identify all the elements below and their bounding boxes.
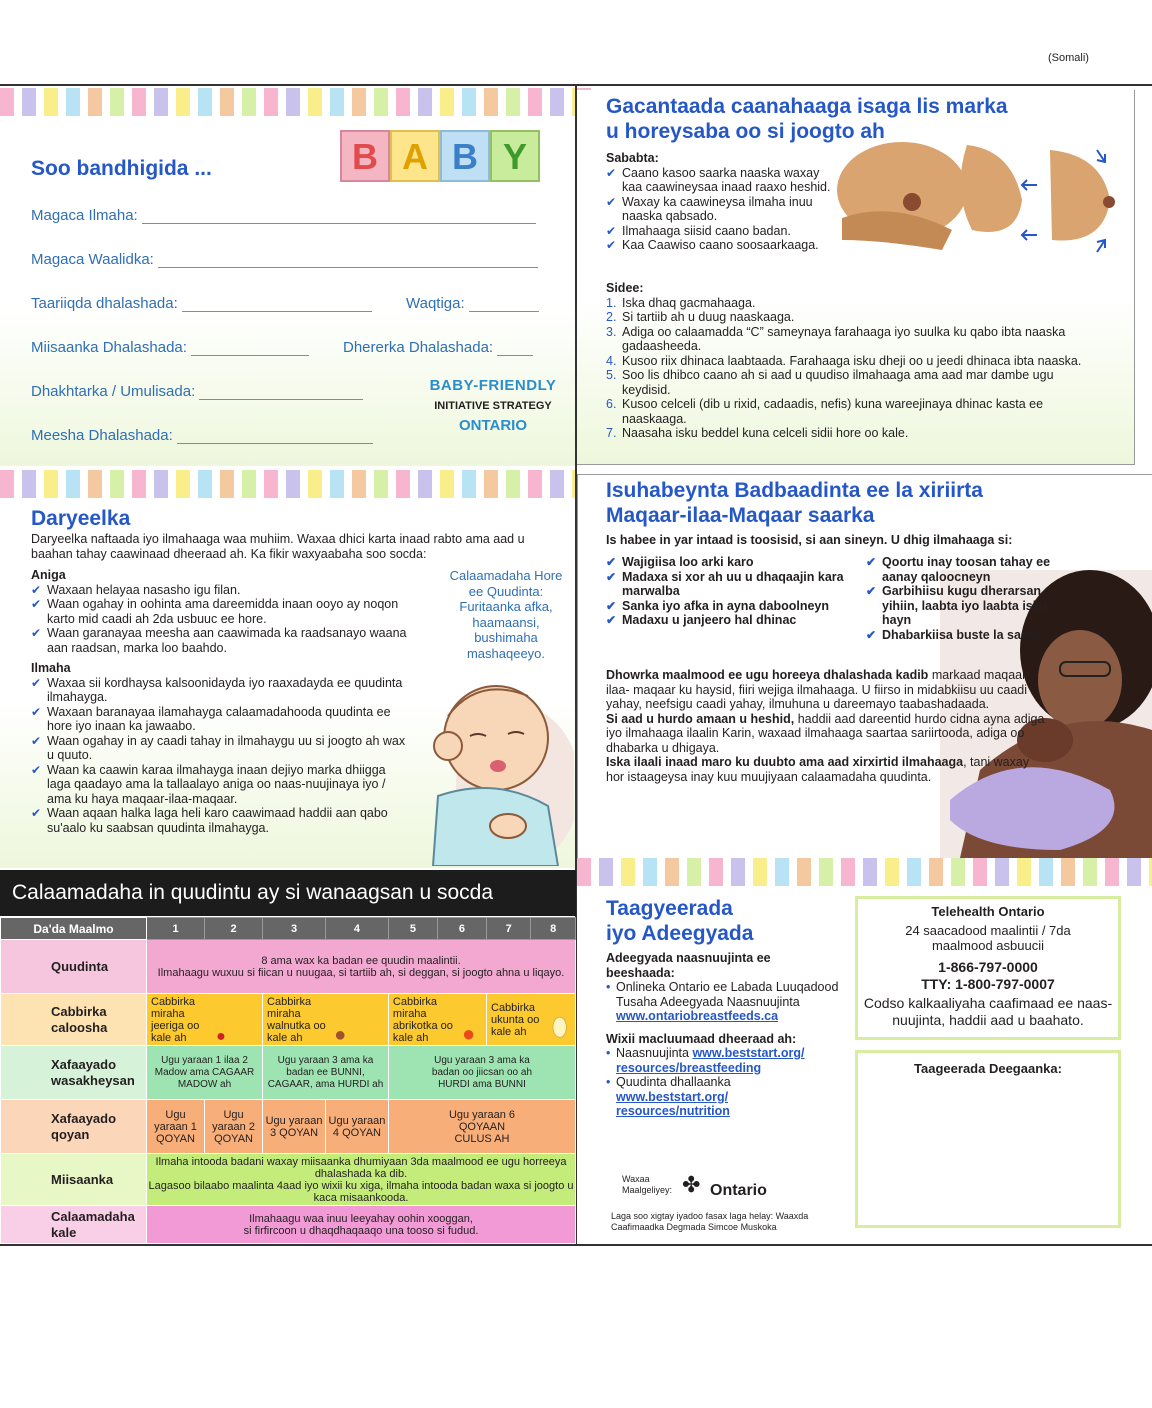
day-2: 2 — [205, 918, 263, 940]
skin-para-3: Iska ilaali inaad maro ku duubto ama aad xirxirtid ilmahaaga, tani waxay hor istaageysa inay kuu muujiyaan calaamadaha quudinta. — [606, 755, 1030, 784]
breast-hand-drawing — [832, 140, 1132, 262]
mid-right-stripe — [577, 858, 1152, 886]
list-item: 4. Kusoo riix dhinaca laabtaada. Farahaaga isku dheji oo u jeedi dhinaca ibta naaska. — [606, 353, 1082, 368]
feeding-schedule-table — [0, 917, 576, 1244]
soiled-days-3-4: Ugu yaraan 3 ama ka badan ee BUNNI, CAGAAR, ama HURDI ah — [263, 1046, 389, 1100]
soiled-label: Xafaayado wasakheysan — [1, 1046, 147, 1100]
time-field[interactable]: Waqtiga: — [406, 295, 539, 312]
list-item: ✔ Waxaan baranayaa ilamahayga calaamadahooda quudinta ee hore iyo inaan ka jawaabo. — [31, 705, 411, 734]
steps-block: Sidee: 1. Iska dhaq gacmahaaga. 2. Si tartiib ah u duug naaskaaga. 3. Adiga oo calaamadda “C” sameynaya farahaaga iyo suulka ku qabo ibta naaska gadaasheeda. 4. Kusoo riix dhinaca laabtaada. Farahaaga isku dheji oo u jeedi dhinaca ibta naaska. 5. Soo lis dhibco caano ah si aad u quudiso ilmahaaga ama aad mar dambe ugu keydisid. 6. Kusoo celceli (dib u rixid, cadaadis, nefis) kuna wareejinaya dhinac kasta ee naaskaaga. 7. Naasaha isku beddel kuna celceli sidii hore oo kale. — [606, 281, 1086, 441]
wet-days-5-8: Ugu yaraan 6 QOYAAN CULUS AH — [388, 1100, 575, 1154]
day-5: 5 — [388, 918, 437, 940]
day-8: 8 — [531, 918, 576, 940]
days-label: Da'da Maalmo — [1, 918, 147, 940]
list-item: ✔ Ilmahaaga siisid caano badan. — [606, 224, 836, 239]
day-6: 6 — [437, 918, 486, 940]
list-item: ✔ Kaa Caawiso caano soosaarkaaga. — [606, 238, 836, 253]
table-row — [1, 1154, 576, 1206]
trillium-icon: ✤ — [682, 1172, 701, 1197]
day-3: 3 — [263, 918, 326, 940]
list-item: • Onlineka Ontario ee Labada Luuqadood Tusaha Adeegyada Naasnuujinta www.ontariobreastfeeds.ca — [606, 980, 839, 1023]
block-b: B — [340, 130, 390, 182]
mid-left-stripe — [0, 470, 575, 498]
list-item: ✔ Madaxa si xor ah uu u dhaqaajin kara marwalba — [606, 570, 856, 599]
list-item: 2. Si tartiib ah u duug naaskaaga. — [606, 310, 795, 324]
bfi-logo: BABY-FRIENDLY INITIATIVE STRATEGY ONTARIO — [429, 377, 557, 434]
feeding-label: Quudinta — [1, 940, 147, 994]
baby-illustration — [408, 676, 574, 866]
bottom-rule — [0, 1244, 1152, 1246]
language-tag: (Somali) — [1048, 52, 1089, 64]
list-item: ✔ Waan ogahay in oohinta ama dareemidda inaan ooyo ay noqon karto mid caadi ah 2da usbuuc ee hore. — [31, 597, 411, 626]
block-b2: B — [440, 130, 490, 182]
walnut-icon: ● — [334, 1023, 347, 1046]
ontario-logo: Ontario — [710, 1182, 767, 1199]
list-item: ✔ Waan ka caawin karaa ilmahayga inaan dejiyo marka dhiigga laga qaadayo ama la tallaalayo aniga oo naas-nuujinaya iyo / ama ku haya maqaar-ilaa-maqaar. — [31, 763, 411, 807]
list-item: ✔ Waxaa sii kordhaysa kalsoonidayda iyo raaxadayda ee quudinta ilmahayga. — [31, 676, 411, 705]
list-item: ✔ Waxaan helayaa nasasho igu filan. — [31, 583, 411, 598]
feeding-cues-note: Calaamadaha Hore ee Quudinta: Furitaanka afka, haamaansi, bushimaha mashaqeeyo. — [449, 568, 563, 661]
stomach-label: Cabbirka caloosha — [1, 994, 147, 1046]
skin-right-list — [866, 555, 1056, 642]
list-item: • Quudinta dhallaanka www.beststart.org/ resources/nutrition — [606, 1075, 731, 1118]
latch-title: Gacantaada caanahaaga isaga lis marka u horeysaba oo si joogto ah — [606, 95, 1008, 143]
feeding-cell: 8 ama wax ka badan ee quudin maalintii. Ilmahaagu wuxuu si fiican u nuugaa, si tartiib ah, si deggan, si joogto ahna u liqayo. — [147, 940, 576, 994]
table-row — [1, 918, 576, 940]
list-item: ✔ Sanka iyo afka in ayna daboolneyn — [606, 599, 856, 614]
ontario-breastfeeds-link[interactable]: www.ontariobreastfeeds.ca — [616, 1009, 779, 1023]
skin-para-2: Si aad u hurdo amaan u heshid, haddii aad dareentid hurdo cidna ayna adiga iyo ilmahaaga ilaalin Karin, waxaad ilmahaaga saartaa sariirtooda, adiga oo dhabarka u dhigaya. — [606, 711, 1045, 755]
birth-length-field[interactable]: Dhererka Dhalashada: — [343, 339, 533, 356]
baby-blocks-logo — [340, 124, 560, 190]
list-item: ✔ Madaxu u janjeero hal dhinac — [606, 613, 856, 628]
table-row — [1, 994, 576, 1046]
support-list: Adeegyada naasnuujinta ee beeshaada: • Onlineka Ontario ee Labada Luuqadood Tusaha Adeegyada Naasnuujinta www.ontariobreastfeeds.ca Wixii macluumaad dheeraad ah: • Naasnuujinta www.beststart.org/ resources/breastfeeding • Quudinta dhallaanka www.beststart.org/ resources/nutrition — [606, 951, 842, 1119]
local-support-title: Taageerada Deegaanka: — [914, 1061, 1062, 1076]
day-7: 7 — [487, 918, 531, 940]
list-item: ✔ Waxay ka caawineysa ilmaha inuu naaska qabsado. — [606, 195, 836, 224]
nutrition-resources-link[interactable]: www.beststart.org/ resources/nutrition — [616, 1089, 730, 1118]
stomach-cherry: Cabbirka miraha jeeriga oo kale ah ● — [147, 994, 263, 1046]
telehealth-tty[interactable]: TTY: 1-800-797-0007 — [921, 976, 1055, 992]
weight-cell: Ilmaha intooda badani waxay miisaanka dhumiyaan 3da maalmood ee ugu horreeya dhalashada ka dib. Lagasoo bilaabo maalinta 4aad iyo wixii ku xiga, ilmaha intooda badan waxa si joogto u kaca misaankooda. — [148, 1155, 574, 1204]
list-item: 1. Iska dhaq gacmahaaga. — [606, 295, 756, 310]
funder-block: Waxaa Maalgeliyey: ✤ Ontario — [622, 1172, 767, 1199]
day-4: 4 — [325, 918, 388, 940]
wet-day-1: Ugu yaraan 1 QOYAN — [147, 1100, 205, 1154]
apricot-icon: ● — [461, 1020, 476, 1046]
skin-left-list — [606, 555, 856, 628]
local-support-box — [855, 1050, 1121, 1228]
list-item: ✔ Wajigiisa loo arki karo — [606, 555, 856, 570]
baby-name-field[interactable]: Magaca Ilmaha: — [31, 207, 536, 224]
stomach-walnut: Cabbirka miraha walnutka oo kale ah ● — [263, 994, 389, 1046]
adapted-note: Laga soo xigtay iyadoo fasax laga helay: Waaxda Caafimaadka Degmada Simcoe Muskoka — [611, 1211, 809, 1232]
list-item: • Naasnuujinta www.beststart.org/ resources/breastfeeding — [606, 1046, 805, 1075]
list-item: 6. Kusoo celceli (dib u rixid, cadaadis, nefis) kuna wareejinaya dhinac kasta ee naaskaaga. — [606, 397, 1044, 426]
table-row — [1, 1100, 576, 1154]
wet-day-3: Ugu yaraan 3 QOYAN — [263, 1100, 326, 1154]
stomach-apricot: Cabbirka miraha abrikotka oo kale ah ● — [388, 994, 486, 1046]
birth-place-field[interactable]: Meesha Dhalashada: — [31, 427, 373, 444]
steps-list — [606, 296, 1086, 441]
skin-para-1: Dhowrka maalmood ee ugu horeeya dhalashada kadib markaad maqaar-ilaa- maqaar ku haysid, fiiri wejiga ilmahaaga. U fiirso in midabkiisu uu caadi yahay, neefsigu caadi yahay, ilmuhuna u dareemayo taabashadaada. — [606, 668, 1031, 711]
list-item: ✔ Waan ogahay in ay caadi tahay in ilmahaygu uu si joogto ah wax u quuto. — [31, 734, 411, 763]
egg-icon: ⬮ — [552, 1013, 568, 1041]
weight-label: Miisaanka — [1, 1154, 147, 1206]
list-item: ✔ Dhabarkiisa buste la saaro — [866, 628, 1056, 643]
soiled-days-5-8: Ugu yaraan 3 ama ka badan oo jiicsan oo ah HURDI ama BUNNI — [388, 1046, 575, 1100]
support-title: Taagyeerada iyo Adeegyada — [606, 897, 754, 945]
list-item: ✔ Waan aqaan halka laga heli karo caawimaad haddii aan qabo su'aalo ku saabsan quudinta ilmahayga. — [31, 806, 411, 835]
list-item: ✔ Caano kasoo saarka naaska waxay kaa caawineysaa inaad raaxo heshid. — [606, 166, 836, 195]
wet-day-4: Ugu yaraan 4 QOYAN — [325, 1100, 388, 1154]
baby-list — [31, 676, 411, 836]
stomach-egg: Cabbirka ukunta oo kale ah ⬮ — [487, 994, 576, 1046]
doctor-field[interactable]: Dhakhtarka / Umulisada: — [31, 383, 363, 400]
birth-date-field[interactable]: Taariiqda dhalashada: — [31, 295, 372, 312]
table-row — [1, 940, 576, 994]
reasons-list — [606, 166, 836, 253]
list-item: ✔ Qoortu inay toosan tahay ee aanay qaloocneyn — [866, 555, 1056, 584]
contact-title: Soo bandhigida ... — [31, 157, 212, 180]
parent-name-field[interactable]: Magaca Waalidka: — [31, 251, 538, 268]
soiled-days-1-2: Ugu yaraan 1 ilaa 2 Madow ama CAGAAR MADOW ah — [147, 1046, 263, 1100]
care-intro: Daryeelka naftaada iyo ilmahaaga waa muhiim. Waxaa dhici karta inaad rabto ama aad u baahan tahay caawinaad dheeraad ah. Ka fikir waxyaabaha soo socda: — [31, 532, 525, 561]
telehealth-content: Telehealth Ontario 24 saacadood maalintii / 7da maalmood asbuucii 1-866-797-0000 TTY: 1-800-797-0007 Codso kalkaaliyaha caafimaad ee naas-nuujinta, haddii aad u baahato. — [860, 904, 1116, 1029]
breast-illustrations — [832, 140, 1132, 262]
wet-label: Xafaayado qoyan — [1, 1100, 147, 1154]
me-block: Aniga ✔ Waxaan helayaa nasasho igu filan. ✔ Waan ogahay in oohinta ama dareemidda inaan ooyo ay noqon karto mid caadi ah 2da usbuuc ee hore. ✔ Waan garanayaa meesha aan caawimada ka raadsanayo waana aan raadsan, marka loo baahdo. Ilmaha ✔ Waxaa sii kordhaysa kalsoonidayda iyo raaxadayda ee quudinta ilmahayga. ✔ Waxaan baranayaa ilamahayga calaamadahooda quudinta ee hore iyo inaan ka jawaabo. ✔ Waan ogahay in ay caadi tahay in ilmahaygu uu si joogto ah wax u quuto. ✔ Waan ka caawin karaa ilmahayga inaan dejiyo marka dhiigga laga qaadayo ama la tallaalayo aniga oo naas-nuujinaya iyo / ama ku haya maqaar-ilaa-maqaar. ✔ Waan aqaan halka laga heli karo caawimaad haddii aan qabo su'aalo ku saabsan quudinta ilmahayga. — [31, 568, 411, 835]
day-1: 1 — [147, 918, 205, 940]
care-title: Daryeelka — [31, 507, 131, 530]
list-item: 3. Adiga oo calaamadda “C” sameynaya farahaaga iyo suulka ku qabo ibta naaska gadaasheeda. — [606, 324, 1066, 353]
skin-paragraphs — [606, 668, 1046, 784]
block-a: A — [390, 130, 440, 182]
wet-day-2: Ugu yaraan 2 QOYAN — [205, 1100, 263, 1154]
table-row — [1, 1206, 576, 1244]
cherry-icon: ● — [216, 1027, 226, 1045]
table-row — [1, 1046, 576, 1100]
list-item: 5. Soo lis dhibco caano ah si aad u quudiso ilmahaaga ama aad mar dambe ugu keydisid. — [606, 368, 1054, 397]
top-left-stripe — [0, 88, 575, 116]
schedule-title: Calaamadaha in quudintu ay si wanaagsan u socda — [12, 881, 494, 904]
reasons-block: Sababta: ✔ Caano kasoo saarka naaska waxay kaa caawineysaa inaad raaxo heshid. ✔ Waxay ka caawineysa ilmaha inuu naaska qabsado. ✔ Ilmahaaga siisid caano badan. ✔ Kaa Caawiso caano soosaarkaaga. — [606, 151, 836, 253]
other-label: Calaamadaha kale — [1, 1206, 147, 1244]
me-list — [31, 583, 411, 656]
skin-title: Isuhabeynta Badbaadinta ee la xiriirta Maqaar-ilaa-Maqaar saarka — [606, 479, 983, 527]
list-item: 7. Naasaha isku beddel kuna celceli sidii hore oo kale. — [606, 426, 909, 440]
breastfeeding-resources-link[interactable]: www.beststart.org/ resources/breastfeeding — [616, 1046, 805, 1075]
birth-weight-field[interactable]: Miisaanka Dhalashada: — [31, 339, 309, 356]
crying-baby-drawing — [408, 676, 574, 866]
skin-intro: Is habee in yar intaad is toosisid, si aan sineyn. U dhig ilmahaaga si: — [606, 533, 1013, 547]
block-y: Y — [490, 130, 540, 182]
list-item: ✔ Garbihiisu kugu dherarsan yihiin, laabta iyo laabta isku hayn — [866, 584, 1056, 628]
other-cell: Ilmahaagu waa inuu leeyahay oohin xooggan, si firfircoon u dhaqdhaqaaqo una tooso si fudud. — [147, 1206, 576, 1244]
telehealth-phone[interactable]: 1-866-797-0000 — [938, 959, 1038, 975]
list-item: ✔ Waan garanayaa meesha aan caawimada ka raadsanayo waana aan raadsan, marka loo baahdo. — [31, 626, 411, 655]
